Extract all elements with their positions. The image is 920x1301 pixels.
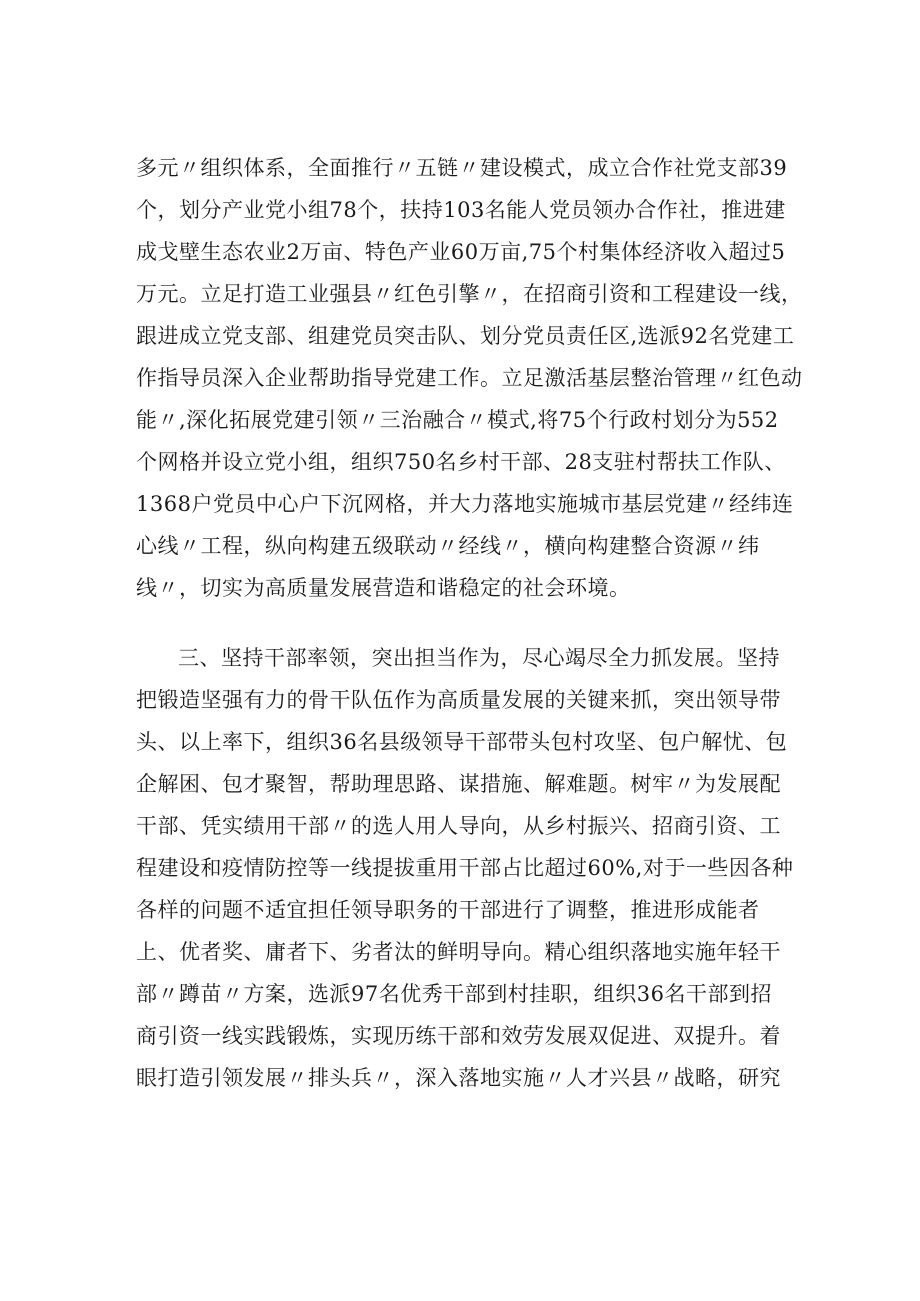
paragraph-first-line: 三、坚持干部率领，突出担当作为，尽心竭尽全力抓发展。坚持 xyxy=(178,646,780,670)
text-line: 各样的问题不适宜担任领导职务的干部进行了调整，推进形成能者 xyxy=(136,898,760,922)
text-line: 线〃，切实为高质量发展营造和谐稳定的社会环境。 xyxy=(136,576,631,600)
text-line: 头、以上率下，组织36名县级领导干部带头包村攻坚、包户解忧、包 xyxy=(136,730,788,754)
text-line: 部〃蹲苗〃方案，选派97名优秀干部到村挂职，组织36名干部到招 xyxy=(136,982,772,1006)
text-line: 作指导员深入企业帮助指导党建工作。立足激活基层整治管理〃红色动 xyxy=(136,366,803,390)
text-line: 把锻造坚强有力的骨干队伍作为高质量发展的关键来抓，突出领导带 xyxy=(136,688,781,712)
text-line: 心线〃工程，纵向构建五级联动〃经线〃，横向构建整合资源〃纬 xyxy=(136,534,760,558)
text-line: 能〃,深化拓展党建引领〃三治融合〃模式,将75个行政村划分为552 xyxy=(136,408,779,432)
text-line: 个网格并设立党小组，组织750名乡村干部、28支驻村帮扶工作队、 xyxy=(136,450,786,474)
text-line: 万元。立足打造工业强县〃红色引擎〃，在招商引资和工程建设一线， xyxy=(136,282,803,306)
text-line: 企解困、包才聚智，帮助理思路、谋措施、解难题。树牢〃为发展配 xyxy=(136,772,781,796)
text-line: 干部、凭实绩用干部〃的选人用人导向，从乡村振兴、招商引资、工 xyxy=(136,814,781,838)
text-line: 跟进成立党支部、组建党员突击队、划分党员责任区,选派92名党建工 xyxy=(136,324,795,348)
text-line: 上、优者奖、庸者下、劣者汰的鲜明导向。精心组织落地实施年轻干 xyxy=(136,940,781,964)
text-line: 程建设和疫情防控等一线提拔重用干部占比超过60%,对于一些因各种 xyxy=(136,856,794,880)
text-line: 1368户党员中心户下沉网格，并大力落地实施城市基层党建〃经纬连 xyxy=(136,492,794,516)
text-line: 眼打造引领发展〃排头兵〃，深入落地实施〃人才兴县〃战略，研究 xyxy=(136,1066,781,1090)
text-line: 成戈壁生态农业2万亩、特色产业60万亩,75个村集体经济收入超过5 xyxy=(136,240,786,264)
text-line: 个，划分产业党小组78个，扶持103名能人党员领办合作社，推进建 xyxy=(136,198,786,222)
text-line: 多元〃组织体系，全面推行〃五链〃建设模式，成立合作社党支部39 xyxy=(136,156,788,180)
text-line: 商引资一线实践锻炼，实现历练干部和效劳发展双促进、双提升。着 xyxy=(136,1024,781,1048)
